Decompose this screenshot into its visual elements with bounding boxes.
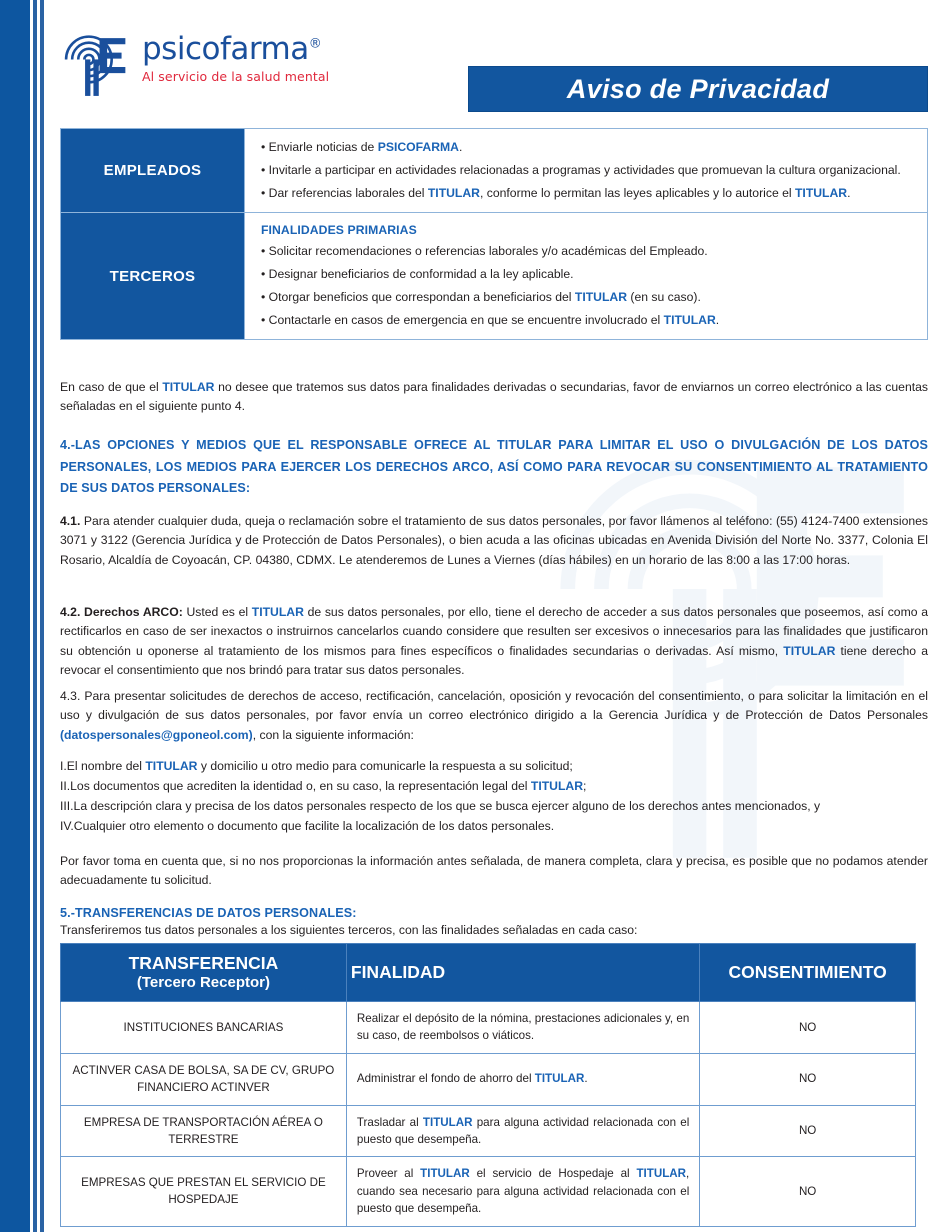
- purpose-label-empleados: EMPLEADOS: [61, 129, 245, 213]
- brand-tagline: Al servicio de la salud mental: [142, 69, 330, 84]
- header-transferencia-line1: TRANSFERENCIA: [128, 953, 279, 973]
- list-item: IV.Cualquier otro elemento o documento que facilite la localización de los datos personales.: [60, 819, 555, 833]
- section-5-intro: Transferiremos tus datos personales a los siguientes terceros, con las finalidades señaladas en cada caso:: [60, 923, 638, 937]
- header-finalidad: FINALIDAD: [346, 944, 699, 1002]
- page-title-banner: [468, 66, 928, 112]
- bullet-item: • Dar referencias laborales del TITULAR, conforme lo permitan las leyes aplicables y lo autorice el TITULAR.: [261, 185, 851, 200]
- cell-consentimiento: NO: [700, 1002, 916, 1054]
- cell-finalidad: Proveer al TITULAR el servicio de Hospedaje al TITULAR, cuando sea necesario para alguna actividad relacionada con el puesto que desempeña.: [346, 1157, 699, 1226]
- section-4-heading: 4.-LAS OPCIONES Y MEDIOS QUE EL RESPONSABLE OFRECE AL TITULAR PARA LIMITAR EL USO O DIVULGACIÓN DE LOS DATOS PERSONALES, LOS MEDIOS PARA EJERCER LOS DERECHOS ARCO, ASÍ COMO PARA REVOCAR SU CONSENTIMIENTO AL TRATAMIENTO DE SUS DATOS PERSONALES:: [60, 438, 928, 496]
- list-item: II.Los documentos que acrediten la identidad o, en su caso, la representación legal del TITULAR;: [60, 779, 587, 793]
- header-transferencia: [61, 944, 347, 1002]
- header-transferencia-line2: (Tercero Receptor): [136, 974, 270, 991]
- brand-wordmark: [142, 26, 329, 84]
- section-4-2-paragraph: 4.2. Derechos ARCO: Usted es el TITULAR de sus datos personales, por ello, tiene el derecho de acceder a sus datos personales que poseemos, así como a rectificarlos en caso de ser inexactos o instruirnos cancelarlos cuando considere que resulten ser excesivos o innecesarios para las finalidades que justificaron su obtención u oponerse al tratamiento de los mismos para fines específicos o finalidades secundarias o derivadas. Así mismo, TITULAR tiene derecho a revocar el consentimiento que nos brindó para tratar sus datos personales.: [60, 605, 928, 677]
- cell-transferencia: EMPRESA DE TRANSPORTACIÓN AÉREA O TERRESTRE: [61, 1105, 347, 1157]
- bullet-item: • Invitarle a participar en actividades relacionadas a programas y actividades que promuevan la cultura organizacional.: [261, 162, 901, 177]
- table-row: [61, 1053, 916, 1105]
- purpose-label-terceros: TERCEROS: [61, 213, 245, 340]
- cell-consentimiento: NO: [700, 1053, 916, 1105]
- section-5-heading: 5.-TRANSFERENCIAS DE DATOS PERSONALES:: [60, 906, 357, 920]
- bullet-item: • Designar beneficiarios de conformidad a la ley aplicable.: [261, 267, 574, 282]
- cell-transferencia: ACTINVER CASA DE BOLSA, SA DE CV, GRUPO FINANCIERO ACTINVER: [61, 1053, 347, 1105]
- list-item: III.La descripción clara y precisa de los datos personales respecto de los que se busca ejercer alguno de los derechos antes mencionados, y: [60, 799, 821, 813]
- intro-paragraph: En caso de que el TITULAR no desee que tratemos sus datos para finalidades derivadas o secundarias, favor de enviarnos un correo electrónico a las cuentas señaladas en el siguiente punto 4.: [60, 380, 928, 414]
- transfers-table: [60, 943, 916, 1227]
- purposes-table: [60, 128, 928, 340]
- closing-paragraph: Por favor toma en cuenta que, si no nos proporcionas la información antes señalada, de manera completa, clara y precisa, es posible que no podamos atender adecuadamente tu solicitud.: [60, 854, 928, 888]
- table-row: [61, 1002, 916, 1054]
- table-row: [61, 1157, 916, 1226]
- bullet-item: • Contactarle en casos de emergencia en que se encuentre involucrado el TITULAR.: [261, 312, 720, 327]
- brand-name: psicofarma®: [142, 31, 322, 67]
- cell-finalidad: Administrar el fondo de ahorro del TITULAR.: [346, 1053, 699, 1105]
- section-4-1-paragraph: 4.1. Para atender cualquier duda, queja o reclamación sobre el tratamiento de sus datos personales, por favor llámenos al teléfono: (55) 4124-7400 extensiones 3071 y 3122 (Gerencia Jurídica y de Protección de Datos Personales), o bien acuda a las oficinas ubicadas en Avenida División del Norte No. 3377, Colonia El Rosario, Alcaldía de Coyoacán, CP. 04380, CDMX. Le atenderemos de Lunes a Viernes (días hábiles) en un horario de las 8:00 a las 17:00 horas.: [60, 514, 928, 567]
- bullet-item: • Enviarle noticias de PSICOFARMA.: [261, 140, 463, 154]
- table-row: [61, 213, 928, 340]
- document-header: [60, 22, 928, 112]
- cell-consentimiento: NO: [700, 1157, 916, 1226]
- table-row: [61, 1105, 916, 1157]
- psicofarma-spiral-p-logo-icon: [60, 26, 136, 102]
- cell-transferencia: EMPRESAS QUE PRESTAN EL SERVICIO DE HOSPEDAJE: [61, 1157, 347, 1226]
- purpose-subheading: FINALIDADES PRIMARIAS: [261, 223, 417, 238]
- header-consentimiento: CONSENTIMIENTO: [700, 944, 916, 1002]
- table-row: [61, 129, 928, 213]
- page-title: Aviso de Privacidad: [566, 73, 830, 104]
- cell-finalidad: Realizar el depósito de la nómina, prestaciones adicionales y, en su caso, de reembolsos o viáticos.: [346, 1002, 699, 1054]
- brand-logo: [60, 26, 329, 102]
- registered-mark-icon: ®: [308, 36, 322, 52]
- bullet-item: • Solicitar recomendaciones o referencias laborales y/o académicas del Empleado.: [261, 244, 708, 259]
- table-header-row: [61, 944, 916, 1002]
- cell-consentimiento: NO: [700, 1105, 916, 1157]
- purpose-body-terceros: [245, 213, 928, 340]
- section-4-3-paragraph: 4.3. Para presentar solicitudes de derechos de acceso, rectificación, cancelación, oposición y revocación del consentimiento, o para solicitar la limitación en el uso y divulgación de sus datos personales, por favor envía un correo electrónico dirigido a la Gerencia Jurídica y de Protección de Datos Personales (datospersonales@gponeol.com), con la siguiente información:: [60, 689, 928, 742]
- list-item: I.El nombre del TITULAR y domicilio u otro medio para comunicarle la respuesta a su solicitud;: [60, 759, 573, 773]
- cell-transferencia: INSTITUCIONES BANCARIAS: [61, 1002, 347, 1054]
- purpose-body-empleados: [245, 129, 928, 213]
- bullet-item: • Otorgar beneficios que correspondan a beneficiarios del TITULAR (en su caso).: [261, 289, 701, 304]
- cell-finalidad: Trasladar al TITULAR para alguna actividad relacionada con el puesto que desempeña.: [346, 1105, 699, 1157]
